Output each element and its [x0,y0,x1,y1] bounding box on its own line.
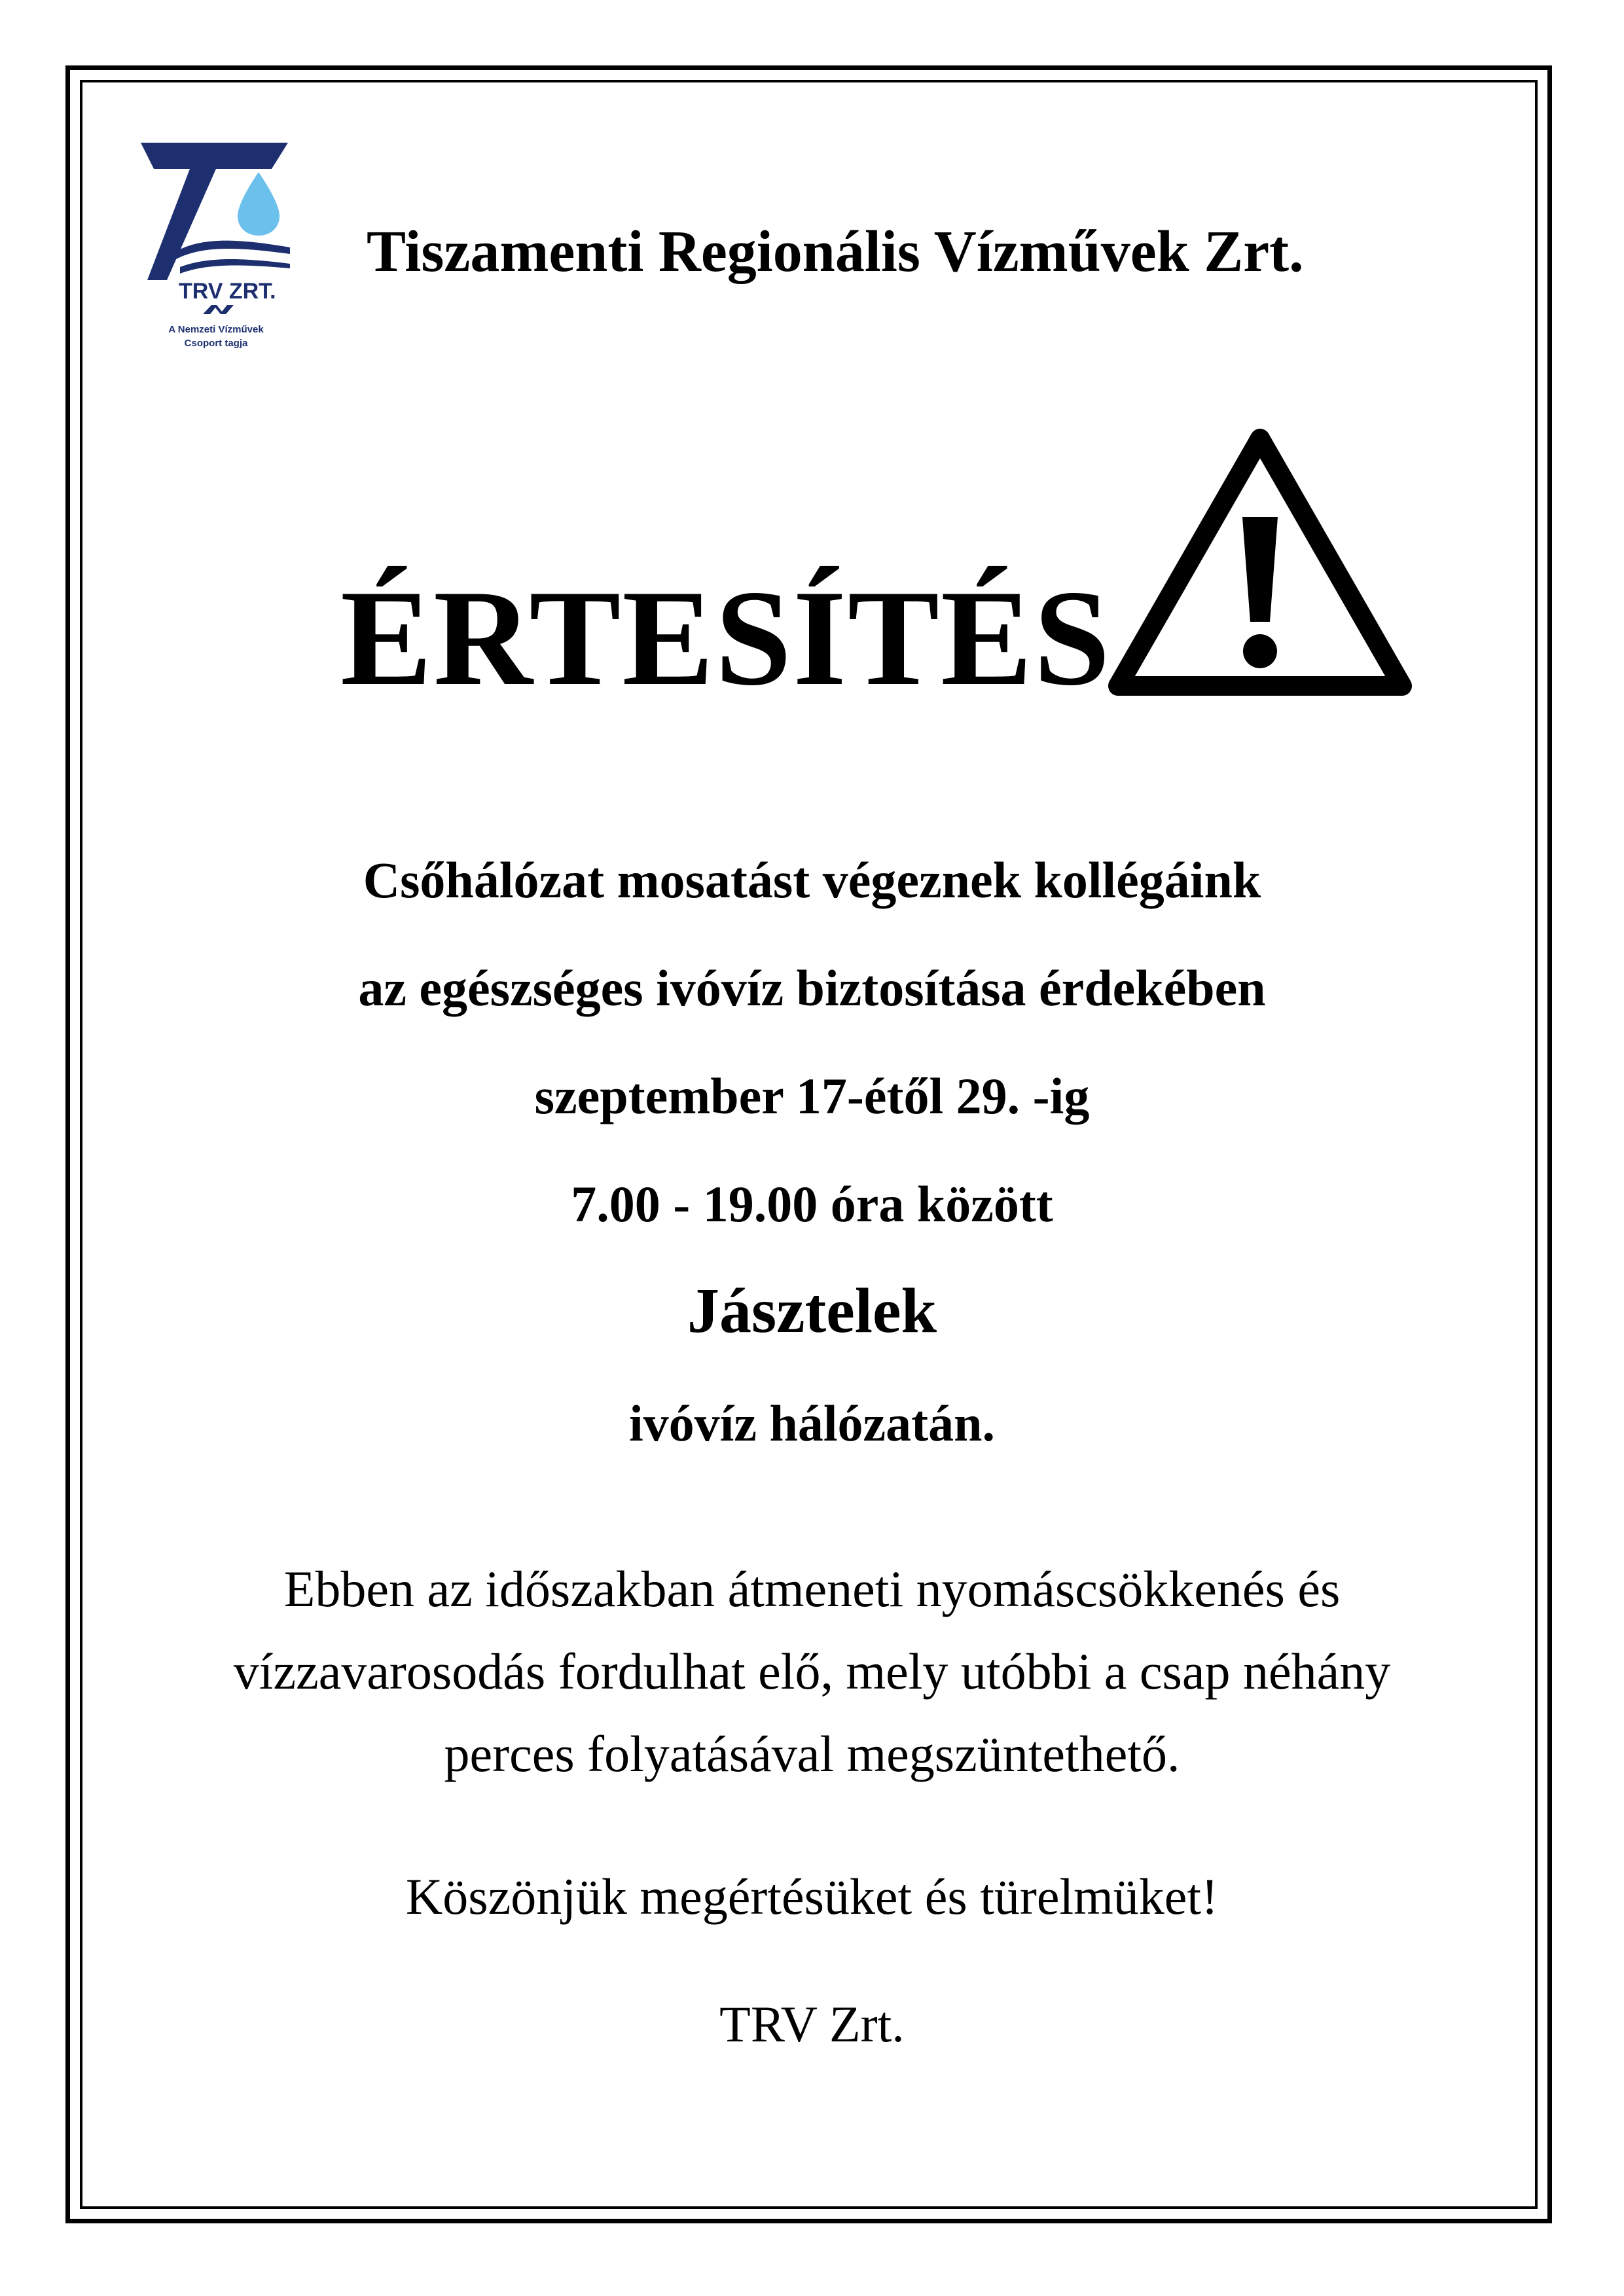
logo-tagline [134,323,298,350]
detail-line-hours: 7.00 - 19.00 óra között [571,1175,1053,1232]
trv-logo [134,136,298,359]
trv-logo-graphic [134,136,298,326]
city-name: Jásztelek [687,1276,937,1346]
company-name: Tiszamenti Regionális Vízművek Zrt. [367,219,1304,284]
detail-line-network: ivóvíz hálózatán. [629,1395,995,1452]
thanks-text: Köszönjük megértésüket és türelmüket! [405,1868,1219,1925]
notice-title: ÉRTESÍTÉS [340,562,1111,714]
warning-triangle-icon [1106,425,1414,700]
detail-line-dates: szeptember 17-étől 29. -ig [534,1067,1090,1124]
info-paragraph [98,1548,1526,1795]
logo-tagline-line2: Csoport tagja [184,338,248,349]
detail-line-1: Csőhálózat mosatást végeznek kollégáink [363,852,1261,908]
info-line-3: perces folyatásával megszüntethető. [444,1725,1180,1782]
detail-line-2: az egészséges ivóvíz biztosítása érdekében [358,960,1266,1016]
svg-text:TRV ZRT.: TRV ZRT. [179,279,276,304]
notice-title-row [0,425,1624,720]
info-line-1: Ebben az időszakban átmeneti nyomáscsökkenés és [283,1560,1341,1617]
info-line-2: vízzavarosodás fordulhat elő, mely utóbbi a csap néhány [233,1643,1391,1700]
logo-tagline-line1: A Nemzeti Vízművek [168,324,264,335]
signature: TRV Zrt. [719,1996,905,2053]
